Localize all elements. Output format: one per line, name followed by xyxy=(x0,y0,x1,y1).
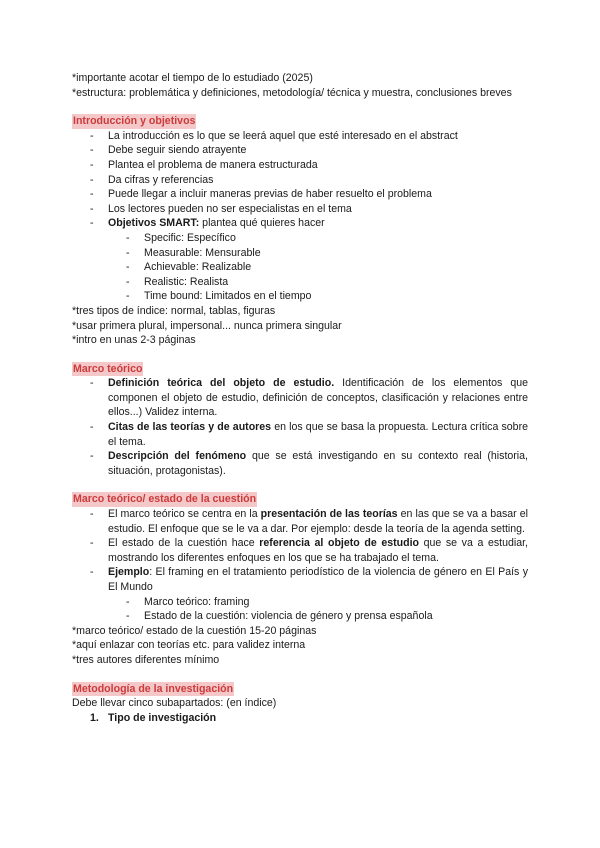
item-text: en las que se va a basar el estudio. El enfoque que se le va a dar. Por ejemplo: desde la teoría de la agenda setting. xyxy=(108,508,528,535)
document-content xyxy=(72,71,528,725)
intro-list xyxy=(72,129,528,231)
section-heading: Introducción y objetivos xyxy=(73,115,196,128)
ejemplo-sublist xyxy=(72,595,528,624)
item-text: El marco teórico se centra en la xyxy=(108,508,261,521)
note-line: *importante acotar el tiempo de lo estudiado (2025) xyxy=(72,72,313,84)
section-intro xyxy=(72,114,528,129)
list-item: - Puede llegar a incluir maneras previas de haber resuelto el problema xyxy=(72,187,528,202)
note-line: *marco teórico/ estado de la cuestión 15-20 páginas xyxy=(72,624,317,637)
list-item xyxy=(72,420,528,449)
sub-list-item: - Realistic: Realista xyxy=(72,275,528,290)
section-heading: Metodología de la investigación xyxy=(73,682,234,695)
list-item: - La introducción es lo que se leerá aquel que esté interesado en el abstract xyxy=(72,129,528,144)
item-text: El estado de la cuestión hace xyxy=(108,537,260,550)
sub-list-item: - Measurable: Mensurable xyxy=(72,246,528,261)
list-item: - Los lectores pueden no ser especialistas en el tema xyxy=(72,202,528,217)
item-text: Tipo de investigación xyxy=(108,711,217,724)
list-item: - Da cifras y referencias xyxy=(72,173,528,188)
sub-list-item: - Estado de la cuestión: violencia de género y prensa española xyxy=(72,609,528,624)
section-heading: Marco teórico xyxy=(73,362,143,375)
item-text: : El framing en el tratamiento periodístico de la violencia de género en El País y El Mundo xyxy=(108,566,528,593)
list-item xyxy=(72,536,528,565)
note-line: *usar primera plural, impersonal... nunca primera singular xyxy=(72,319,342,332)
sub-list-item: - Marco teórico: framing xyxy=(72,595,528,610)
section-estado xyxy=(72,492,528,507)
sub-list-item: - Achievable: Realizable xyxy=(72,260,528,275)
smart-sublist xyxy=(72,231,528,304)
marco-list xyxy=(72,376,528,478)
item-number: 1. xyxy=(90,711,99,724)
item-bold: referencia al objeto de estudio xyxy=(259,537,419,550)
estado-list xyxy=(72,507,528,595)
note-line: *intro en unas 2-3 páginas xyxy=(72,334,196,347)
item-bold: Ejemplo xyxy=(108,566,150,579)
item-text: Identificación de los elementos que componen el objeto de estudio, definición de conceptos, clasificación y relaciones entre ellos...) Validez interna. xyxy=(108,377,528,419)
note-line: *estructura: problemática y definiciones, metodología/ técnica y muestra, conclusiones breves xyxy=(72,86,512,99)
note-line: *tres autores diferentes mínimo xyxy=(72,653,220,666)
item-bold: presentación de las teorías xyxy=(260,508,398,521)
sub-list-item: - Specific: Específico xyxy=(72,231,528,246)
note-line: *tres tipos de índice: normal, tablas, figuras xyxy=(72,304,276,317)
list-item: - Debe seguir siendo atrayente xyxy=(72,143,528,158)
item-bold: Citas de las teorías y de autores xyxy=(108,421,272,434)
sub-list-item: - Time bound: Limitados en el tiempo xyxy=(72,289,528,304)
list-item xyxy=(72,565,528,594)
list-item xyxy=(72,507,528,536)
section-intro-text: Debe llevar cinco subapartados: (en índice) xyxy=(72,697,277,710)
smart-label: Objetivos SMART: xyxy=(108,217,200,230)
section-metodologia xyxy=(72,682,528,697)
smart-text: plantea qué quieres hacer xyxy=(199,217,325,230)
list-item: - Plantea el problema de manera estructurada xyxy=(72,158,528,173)
list-item xyxy=(72,449,528,478)
section-heading: Marco teórico/ estado de la cuestión xyxy=(73,493,257,506)
list-item xyxy=(72,376,528,420)
item-bold: Definición teórica del objeto de estudio. xyxy=(108,377,335,390)
note-line: *aquí enlazar con teorías etc. para validez interna xyxy=(72,639,306,652)
numbered-item xyxy=(72,711,528,726)
list-item-smart xyxy=(72,216,528,231)
section-marco xyxy=(72,362,528,377)
item-bold: Descripción del fenómeno xyxy=(108,450,247,463)
item-text: en los que se basa la propuesta. Lectura crítica sobre el tema. xyxy=(108,421,528,448)
item-text: que se va a estudiar, mostrando los diferentes enfoques en los que se ha trabajado el tema. xyxy=(108,537,528,564)
item-text: que se está investigando en su contexto real (historia, situación, protagonistas). xyxy=(108,450,528,477)
